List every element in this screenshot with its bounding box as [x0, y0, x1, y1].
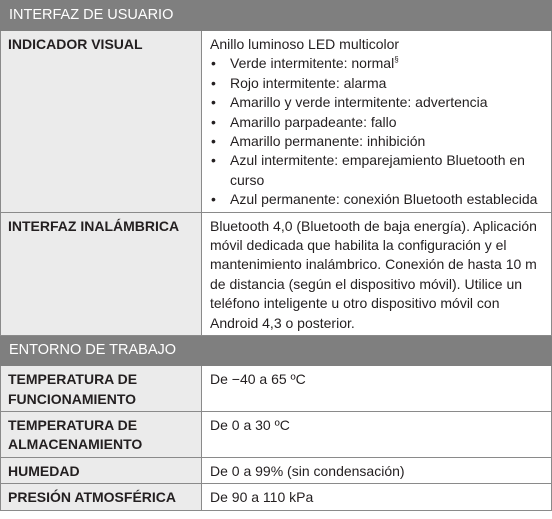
- row-value: De 90 a 110 kPa: [202, 484, 552, 510]
- bullet-icon: •: [211, 94, 216, 111]
- list-item: [210, 190, 545, 209]
- table-row-storage-temperature: [1, 411, 552, 457]
- list-item-text: Azul permanente: conexión Bluetooth establecida: [230, 191, 538, 208]
- table-row-atmospheric-pressure: [1, 484, 552, 510]
- section-header-work-environment: [1, 336, 552, 366]
- list-item: [210, 132, 545, 151]
- bullet-icon: •: [211, 152, 216, 169]
- list-item: [210, 74, 545, 93]
- list-item: [210, 113, 545, 132]
- table-row-visual-indicator: [1, 31, 552, 213]
- row-value: De 0 a 99% (sin condensación): [202, 457, 552, 483]
- list-item-text: Rojo intermitente: alarma: [230, 74, 387, 91]
- led-ring-intro: Anillo luminoso LED multicolor: [210, 36, 400, 52]
- list-item-text: Azul intermitente: emparejamiento Bluetooth en curso: [230, 152, 525, 188]
- section-title: INTERFAZ DE USUARIO: [1, 1, 552, 31]
- row-label: INDICADOR VISUAL: [1, 31, 202, 213]
- list-item-text: Amarillo permanente: inhibición: [230, 133, 426, 150]
- table-row-wireless-interface: [1, 212, 552, 335]
- list-item-text: Amarillo y verde intermitente: advertencia: [230, 94, 488, 111]
- section-title: ENTORNO DE TRABAJO: [1, 336, 552, 366]
- row-label: HUMEDAD: [1, 457, 202, 483]
- row-value: [202, 31, 552, 213]
- row-label: PRESIÓN ATMOSFÉRICA: [1, 484, 202, 510]
- bullet-icon: •: [211, 191, 216, 208]
- row-value: De 0 a 30 ºC: [202, 411, 552, 457]
- section-header-user-interface: [1, 1, 552, 31]
- list-item-text: Amarillo parpadeante: fallo: [230, 113, 397, 130]
- row-value: Bluetooth 4,0 (Bluetooth de baja energía). Aplicación móvil dedicada que habilita la configuración y el mantenimiento inalámbrico. Conexión de hasta 10 m de distancia (según el dispositivo móvil). Utilice un teléfono inteligente u otro dispositivo móvil con Android 4,3 o posterior.: [202, 212, 552, 335]
- bullet-icon: •: [211, 133, 216, 150]
- table-row-operating-temperature: [1, 366, 552, 412]
- row-label: TEMPERATURA DE FUNCIONAMIENTO: [1, 366, 202, 412]
- row-value: De −40 a 65 ºC: [202, 366, 552, 412]
- table-row-humidity: [1, 457, 552, 483]
- list-item: [210, 151, 545, 190]
- row-label: INTERFAZ INALÁMBRICA: [1, 212, 202, 335]
- bullet-icon: •: [211, 113, 216, 130]
- bullet-icon: •: [211, 55, 216, 72]
- row-label: TEMPERATURA DE ALMACENAMIENTO: [1, 411, 202, 457]
- led-status-list: [210, 54, 545, 209]
- bullet-icon: •: [211, 74, 216, 91]
- list-item: [210, 93, 545, 112]
- footnote-marker: §: [394, 55, 399, 65]
- list-item-text: Verde intermitente: normal: [230, 55, 395, 72]
- list-item: [210, 54, 545, 73]
